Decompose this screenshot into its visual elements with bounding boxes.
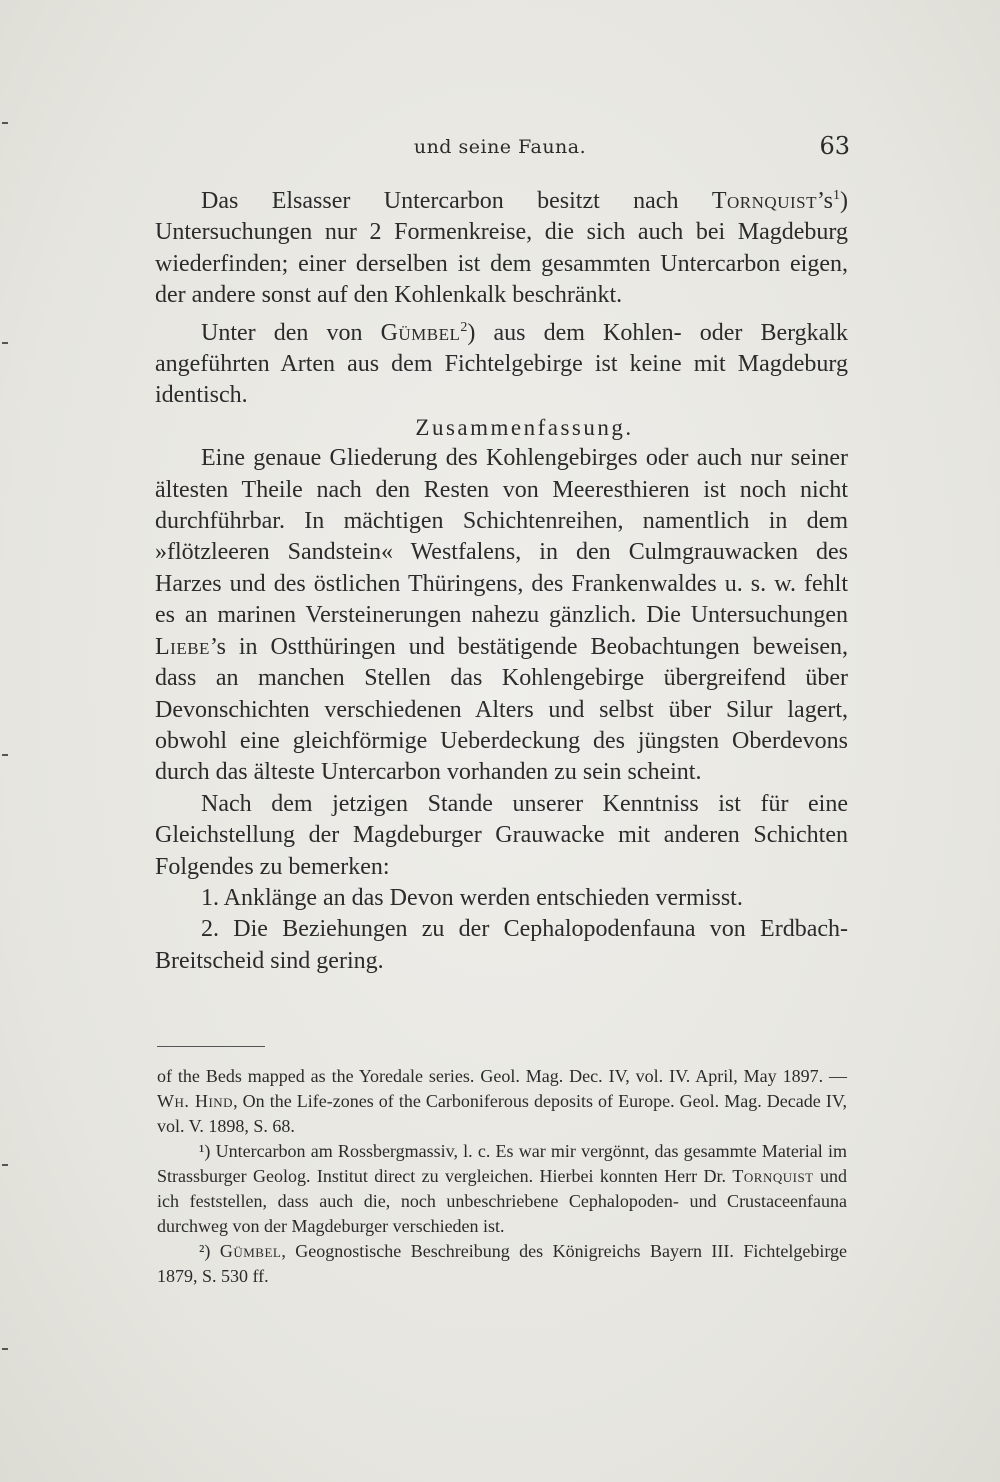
paragraph-2: [155, 312, 848, 412]
page-number: 63: [819, 132, 850, 160]
text-run: of the Beds mapped as the Yoredale series. Geol. Mag. Dec. IV, vol. IV. April, May 1897. —: [157, 1066, 847, 1086]
footnote-ref: 1: [833, 188, 840, 203]
footnotes: [157, 1064, 847, 1289]
text-run: , On the Life-zones of the Carboniferous deposits of Europe. Geol. Mag. Decade IV, vol. V. 1898, S. 68.: [157, 1091, 847, 1136]
margin-mark: [2, 1164, 8, 1166]
body-text: [155, 180, 848, 977]
author-name: Tornquist: [711, 188, 817, 214]
list-item: 2. Die Beziehungen zu der Cephalopodenfauna von Erdbach-Breitscheid sind gering.: [155, 916, 848, 974]
text-run: ²): [199, 1241, 220, 1261]
paragraph-4: Nach dem jetzigen Stande unserer Kenntniss ist für eine Gleichstellung der Magdeburger Grauwacke mit anderen Schichten Folgendes zu bemerken:: [155, 790, 848, 880]
author-name: Liebe: [155, 633, 210, 660]
author-name: Gümbel: [380, 319, 461, 346]
text-run: , Geognostische Beschreibung des Königreichs Bayern III. Fichtelgebirge 1879, S. 530 ff.: [157, 1241, 848, 1286]
text-run: Eine genaue Gliederung des Kohlengebirges oder auch nur seiner ältesten Theile nach den Resten von Meeresthieren ist noch nicht durchführbar. In mächtigen Schichtenreihen, namentlich in dem »flötzleeren Sandstein« Westfalens, in den Culmgrauwacken des Harzes und des östlichen Thüringens, des Frankenwaldes u. s. w. fehlt es an marinen Versteinerungen nahezu gänzlich. Die Untersuchungen: [155, 445, 848, 629]
list-item: 1. Anklänge an das Devon werden entschieden vermisst.: [201, 884, 743, 911]
footnote-rule: [157, 1046, 265, 1047]
margin-mark: [2, 1348, 8, 1350]
text-run: ¹) Untercarbon am Rossbergmassiv, l. c. Es war mir vergönnt, das gesammte Material im Strassburger Geolog. Institut direct zu vergleichen. Hierbei konnten Herr Dr.: [157, 1141, 847, 1186]
author-name: Tornquist: [732, 1166, 814, 1186]
margin-mark: [2, 342, 8, 344]
author-name: Wh. Hind: [157, 1091, 234, 1111]
text-run: Das Elsasser Untercarbon besitzt nach: [201, 188, 712, 214]
author-name: Gümbel: [219, 1241, 282, 1261]
margin-mark: [2, 754, 8, 756]
section-heading: Zusammenfassung.: [415, 414, 634, 440]
text-run: ’s: [816, 188, 833, 214]
page-header: [150, 128, 850, 168]
text-run: Unter den von: [201, 319, 381, 346]
text-run: ’s in Ostthüringen und bestätigende Beobachtungen beweisen, dass an manchen Stellen das Kohlengebirge übergreifend über Devonschichten verschiedenen Alters und selbst über Silur lagert, obwohl eine gleichförmige Ueberdeckung des jüngsten Oberdevons durch das älteste Untercarbon vorhanden zu sein scheint.: [155, 633, 848, 786]
footnote-continuation: [157, 1064, 847, 1139]
paragraph-1: [155, 180, 848, 312]
footnote-2: [157, 1239, 847, 1289]
text-run: und ich feststellen, dass auch die, noch unbeschriebene Cephalopoden- und Crustaceenfauna durchweg von der Magdeburger verschieden ist.: [157, 1166, 847, 1236]
footnote-1: [157, 1139, 847, 1239]
margin-mark: [2, 122, 8, 124]
footnote-ref: 2: [460, 319, 468, 335]
text-run: ) aus dem Kohlen- oder Bergkalk angeführten Arten aus dem Fichtelgebirge ist keine mit Magdeburg identisch.: [155, 319, 849, 409]
paragraph-3: [155, 443, 848, 788]
text-run: ) Untersuchungen nur 2 Formenkreise, die sich auch bei Magdeburg wiederfinden; einer derselben ist dem gesammten Untercarbon eigen, der andere sonst auf den Kohlenkalk beschränkt.: [155, 188, 848, 309]
running-head: und seine Fauna.: [413, 136, 587, 158]
